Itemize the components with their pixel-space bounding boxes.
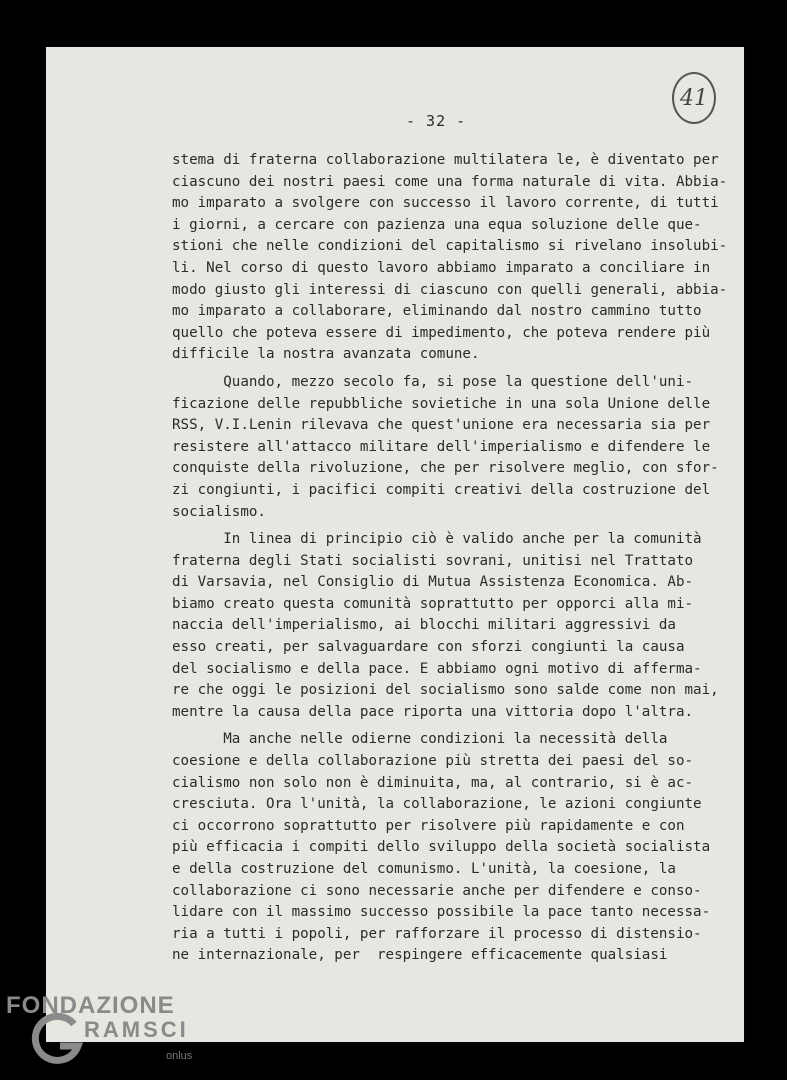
watermark-line2: RAMSCI [84,1017,189,1042]
text-line: stema di fraterna collaborazione multilatera le, è diventato per [172,152,719,168]
text-line: ficazione delle repubbliche sovietiche in una sola Unione delle [172,395,711,412]
text-line: conquiste della rivoluzione, che per risolvere meglio, con sfor- [172,460,719,477]
text-line: re che oggi le posizioni del socialismo sono salde come non mai, [172,682,719,699]
text-line: stioni che nelle condizioni del capitalismo si rivelano insolubi- [172,238,728,255]
text-line: mentre la causa della pace riporta una vittoria dopo l'altra. [172,703,694,720]
text-line: ciascuno dei nostri paesi come una forma naturale di vita. Abbia- [172,173,728,190]
text-line: quello che poteva essere di impedimento, che poteva rendere più [172,324,711,341]
document-body [172,150,732,973]
text-line: ria a tutti i popoli, per rafforzare il processo di distensio- [172,925,702,942]
text-line: difficile la nostra avanzata comune. [172,346,480,363]
text-line: Ma anche nelle odierne condizioni la necessità della [172,731,668,748]
text-line: naccia dell'imperialismo, ai blocchi militari aggressivi da [172,617,676,634]
text-line: mo imparato a svolgere con successo il lavoro corrente, di tutti [172,195,719,212]
text-line: più efficacia i compiti dello sviluppo della società socialista [172,839,711,856]
text-line: ne internazionale, per respingere efficacemente qualsiasi [172,947,668,964]
text-line: Quando, mezzo secolo fa, si pose la questione dell'uni- [172,373,694,390]
text-line: In linea di principio ciò è valido anche per la comunità [172,531,702,548]
text-line: RSS, V.I.Lenin rilevava che quest'unione era necessaria sia per [172,417,711,434]
text-line: lidare con il massimo successo possibile la pace tanto necessa- [172,904,711,921]
text-line: e della costruzione del comunismo. L'unità, la coesione, la [172,861,676,877]
paragraph [172,529,732,723]
gramsci-g-logo-icon [30,1010,86,1066]
page-number: - 32 - [406,112,467,130]
text-line: zi congiunti, i pacifici compiti creativi della costruzione del [172,481,711,498]
watermark-suffix: onlus [166,1050,193,1062]
text-line: esso creati, per salvaguardare con sforzi congiunti la causa [172,639,685,656]
text-line: ci occorrono soprattutto per risolvere più rapidamente e con [172,817,685,834]
text-line: resistere all'attacco militare dell'imperialismo e difendere le [172,438,711,455]
text-line: cresciuta. Ora l'unità, la collaborazione, le azioni congiunte [172,796,702,813]
text-line: coesione e della collaborazione più stretta dei paesi del so- [172,753,694,770]
text-line: del socialismo e della pace. E abbiamo ogni motivo di afferma- [172,660,702,677]
text-line: modo giusto gli interessi di ciascuno con quelli generali, abbia- [172,281,728,298]
paragraph [172,729,732,967]
archive-stamp: 41 [672,72,716,124]
text-line: socialismo. [172,503,266,520]
watermark-line1: FONDAZIONE [6,992,175,1019]
paragraph [172,150,732,366]
text-line: fraterna degli Stati socialisti sovrani, unitisi nel Trattato [172,552,694,569]
text-line: collaborazione ci sono necessarie anche per difendere e conso- [172,882,702,899]
fondazione-gramsci-watermark [6,992,196,1072]
text-line: di Varsavia, nel Consiglio di Mutua Assistenza Economica. Ab- [172,574,694,591]
text-line: mo imparato a collaborare, eliminando dal nostro cammino tutto [172,303,702,320]
text-line: cialismo non solo non è diminuita, ma, al contrario, si è ac- [172,774,694,791]
text-line: li. Nel corso di questo lavoro abbiamo imparato a conciliare in [172,259,711,276]
paragraph [172,372,732,523]
text-line: biamo creato questa comunità soprattutto per opporci alla mi- [172,595,694,612]
text-line: i giorni, a cercare con pazienza una equa soluzione delle que- [172,216,702,233]
